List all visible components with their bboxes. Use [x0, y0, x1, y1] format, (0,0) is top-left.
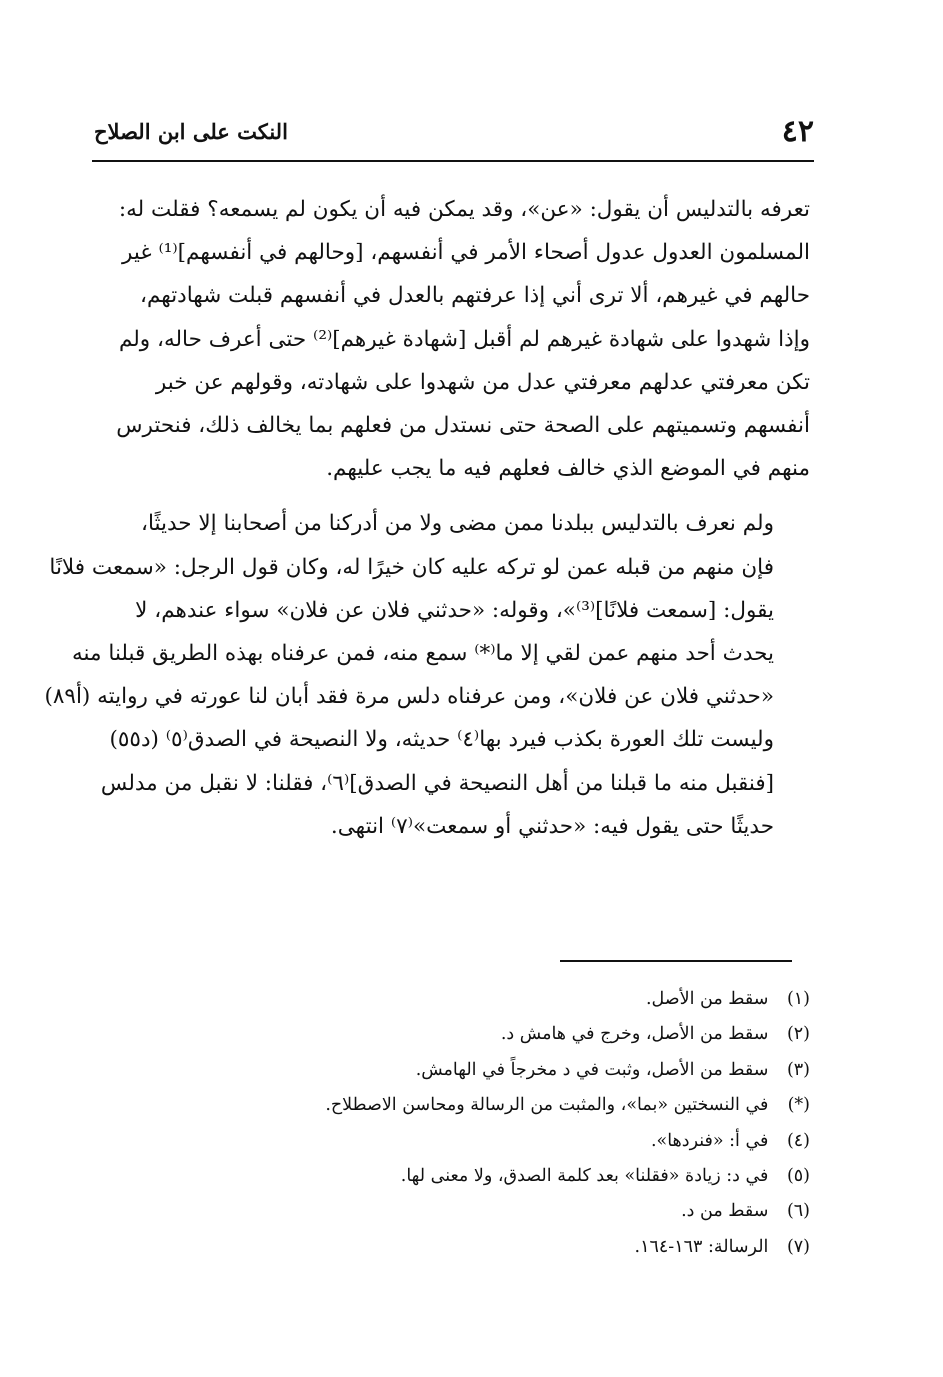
footnote-text: سقط من الأصل، وخرج في هامش د.	[500, 1024, 769, 1045]
text-line: تكن معرفتي عدلهم معرفتي عدل من شهدوا على شهادته، وقولهم عن خبر	[155, 369, 810, 395]
text-line: [فنقبل منه ما قبلنا من أهل النصيحة في الصدق]⁽٦⁾، فقلنا: لا نقبل من مدلس	[100, 770, 774, 796]
main-text	[44, 188, 810, 848]
footnote	[96, 1194, 810, 1229]
text-line: يقول: [سمعت فلانًا]⁽³⁾»، وقوله: «حدثني فلان عن فلان» سواء عندهم، لا	[135, 597, 774, 623]
page-header	[92, 112, 816, 152]
footnote-text: في النسختين «بما»، والمثبت من الرسالة ومحاسن الاصطلاح.	[325, 1095, 769, 1116]
footnote	[96, 1124, 810, 1159]
paragraph	[96, 188, 810, 490]
footnote-marker: (٢)	[786, 1024, 810, 1045]
footnote-marker: (٦)	[786, 1201, 810, 1222]
text-line: أنفسهم وتسميتهم على الصحة حتى نستدل من فعلهم بما يخالف ذلك، فنحترس	[116, 413, 810, 439]
footnote-text: سقط من د.	[681, 1201, 769, 1222]
footnote-text: الرسالة: ١٦٣-١٦٤.	[634, 1236, 769, 1257]
footnote	[96, 1088, 810, 1123]
footnote-text: في د: زيادة «فقلنا» بعد كلمة الصدق، ولا معنى لها.	[400, 1166, 769, 1187]
text-line: حديثًا حتى يقول فيه: «حدثني أو سمعت»⁽٧⁾ انتهى.	[330, 813, 774, 839]
footnote-text: سقط من الأصل.	[645, 989, 769, 1009]
paragraph	[44, 502, 810, 848]
footnote-marker: (٣)	[786, 1059, 810, 1080]
text-line: منهم في الموضع الذي خالف فعلهم فيه ما يجب عليهم.	[326, 456, 810, 482]
footnote-marker: (٧)	[786, 1236, 810, 1257]
footnote-marker: (*)	[787, 1095, 810, 1116]
page-number: ٤٢	[781, 114, 814, 149]
text-line: حالهم في غيرهم، ألا ترى أني إذا عرفتهم بالعدل في أنفسهم قبلت شهادتهم،	[140, 283, 810, 309]
footnote	[96, 1230, 810, 1265]
running-title: النكت على ابن الصلاح	[94, 119, 288, 144]
footnote-marker: (٤)	[786, 1130, 810, 1151]
text-line: ولم نعرف بالتدليس ببلدنا ممن مضى ولا من أدركنا من أصحابنا إلا حديثًا،	[141, 511, 774, 537]
footnote-marker: (٥)	[786, 1166, 810, 1187]
footnote	[96, 1053, 810, 1088]
footnote	[96, 1159, 810, 1194]
text-line: وإذا شهدوا على شهادة غيرهم لم أقبل [شهادة غيرهم]⁽²⁾ حتى أعرف حاله، ولم	[118, 326, 810, 352]
text-line: تعرفه بالتدليس أن يقول: «عن»، وقد يمكن فيه أن يكون لم يسمعه؟ فقلت له:	[118, 197, 810, 222]
footnote	[96, 1017, 810, 1052]
text-line: «حدثني فلان عن فلان»، ومن عرفناه دلس مرة فقد أبان لنا عورته في روايته (أ٨٩)	[44, 684, 774, 710]
text-line: وليست تلك العورة بكذب فيرد بها⁽٤⁾ حديثه، ولا النصيحة في الصدق⁽٥⁾ (د٥٥)	[109, 727, 774, 753]
footnote-divider	[560, 960, 792, 962]
footnote	[96, 982, 810, 1017]
text-line: يحدث أحد منهم عمن لقي إلا ما⁽*⁾ سمع منه، فمن عرفناه بهذه الطريق قبلنا منه	[72, 641, 774, 667]
footnote-text: في أ: «فنردها».	[650, 1130, 769, 1151]
footnote-marker: (١)	[786, 989, 810, 1009]
footnotes	[96, 982, 810, 1265]
header-divider	[92, 160, 814, 162]
text-line: فإن منهم من قبله عمن لو تركه عليه كان خيرًا له، وكان قول الرجل: «سمعت فلانًا	[49, 554, 774, 580]
text-line: المسلمون العدول عدول أصحاء الأمر في أنفسهم، [وحالهم في أنفسهم]⁽¹⁾ غير	[122, 240, 810, 266]
footnote-text: سقط من الأصل، وثبت في د مخرجاً في الهامش.	[415, 1059, 769, 1080]
